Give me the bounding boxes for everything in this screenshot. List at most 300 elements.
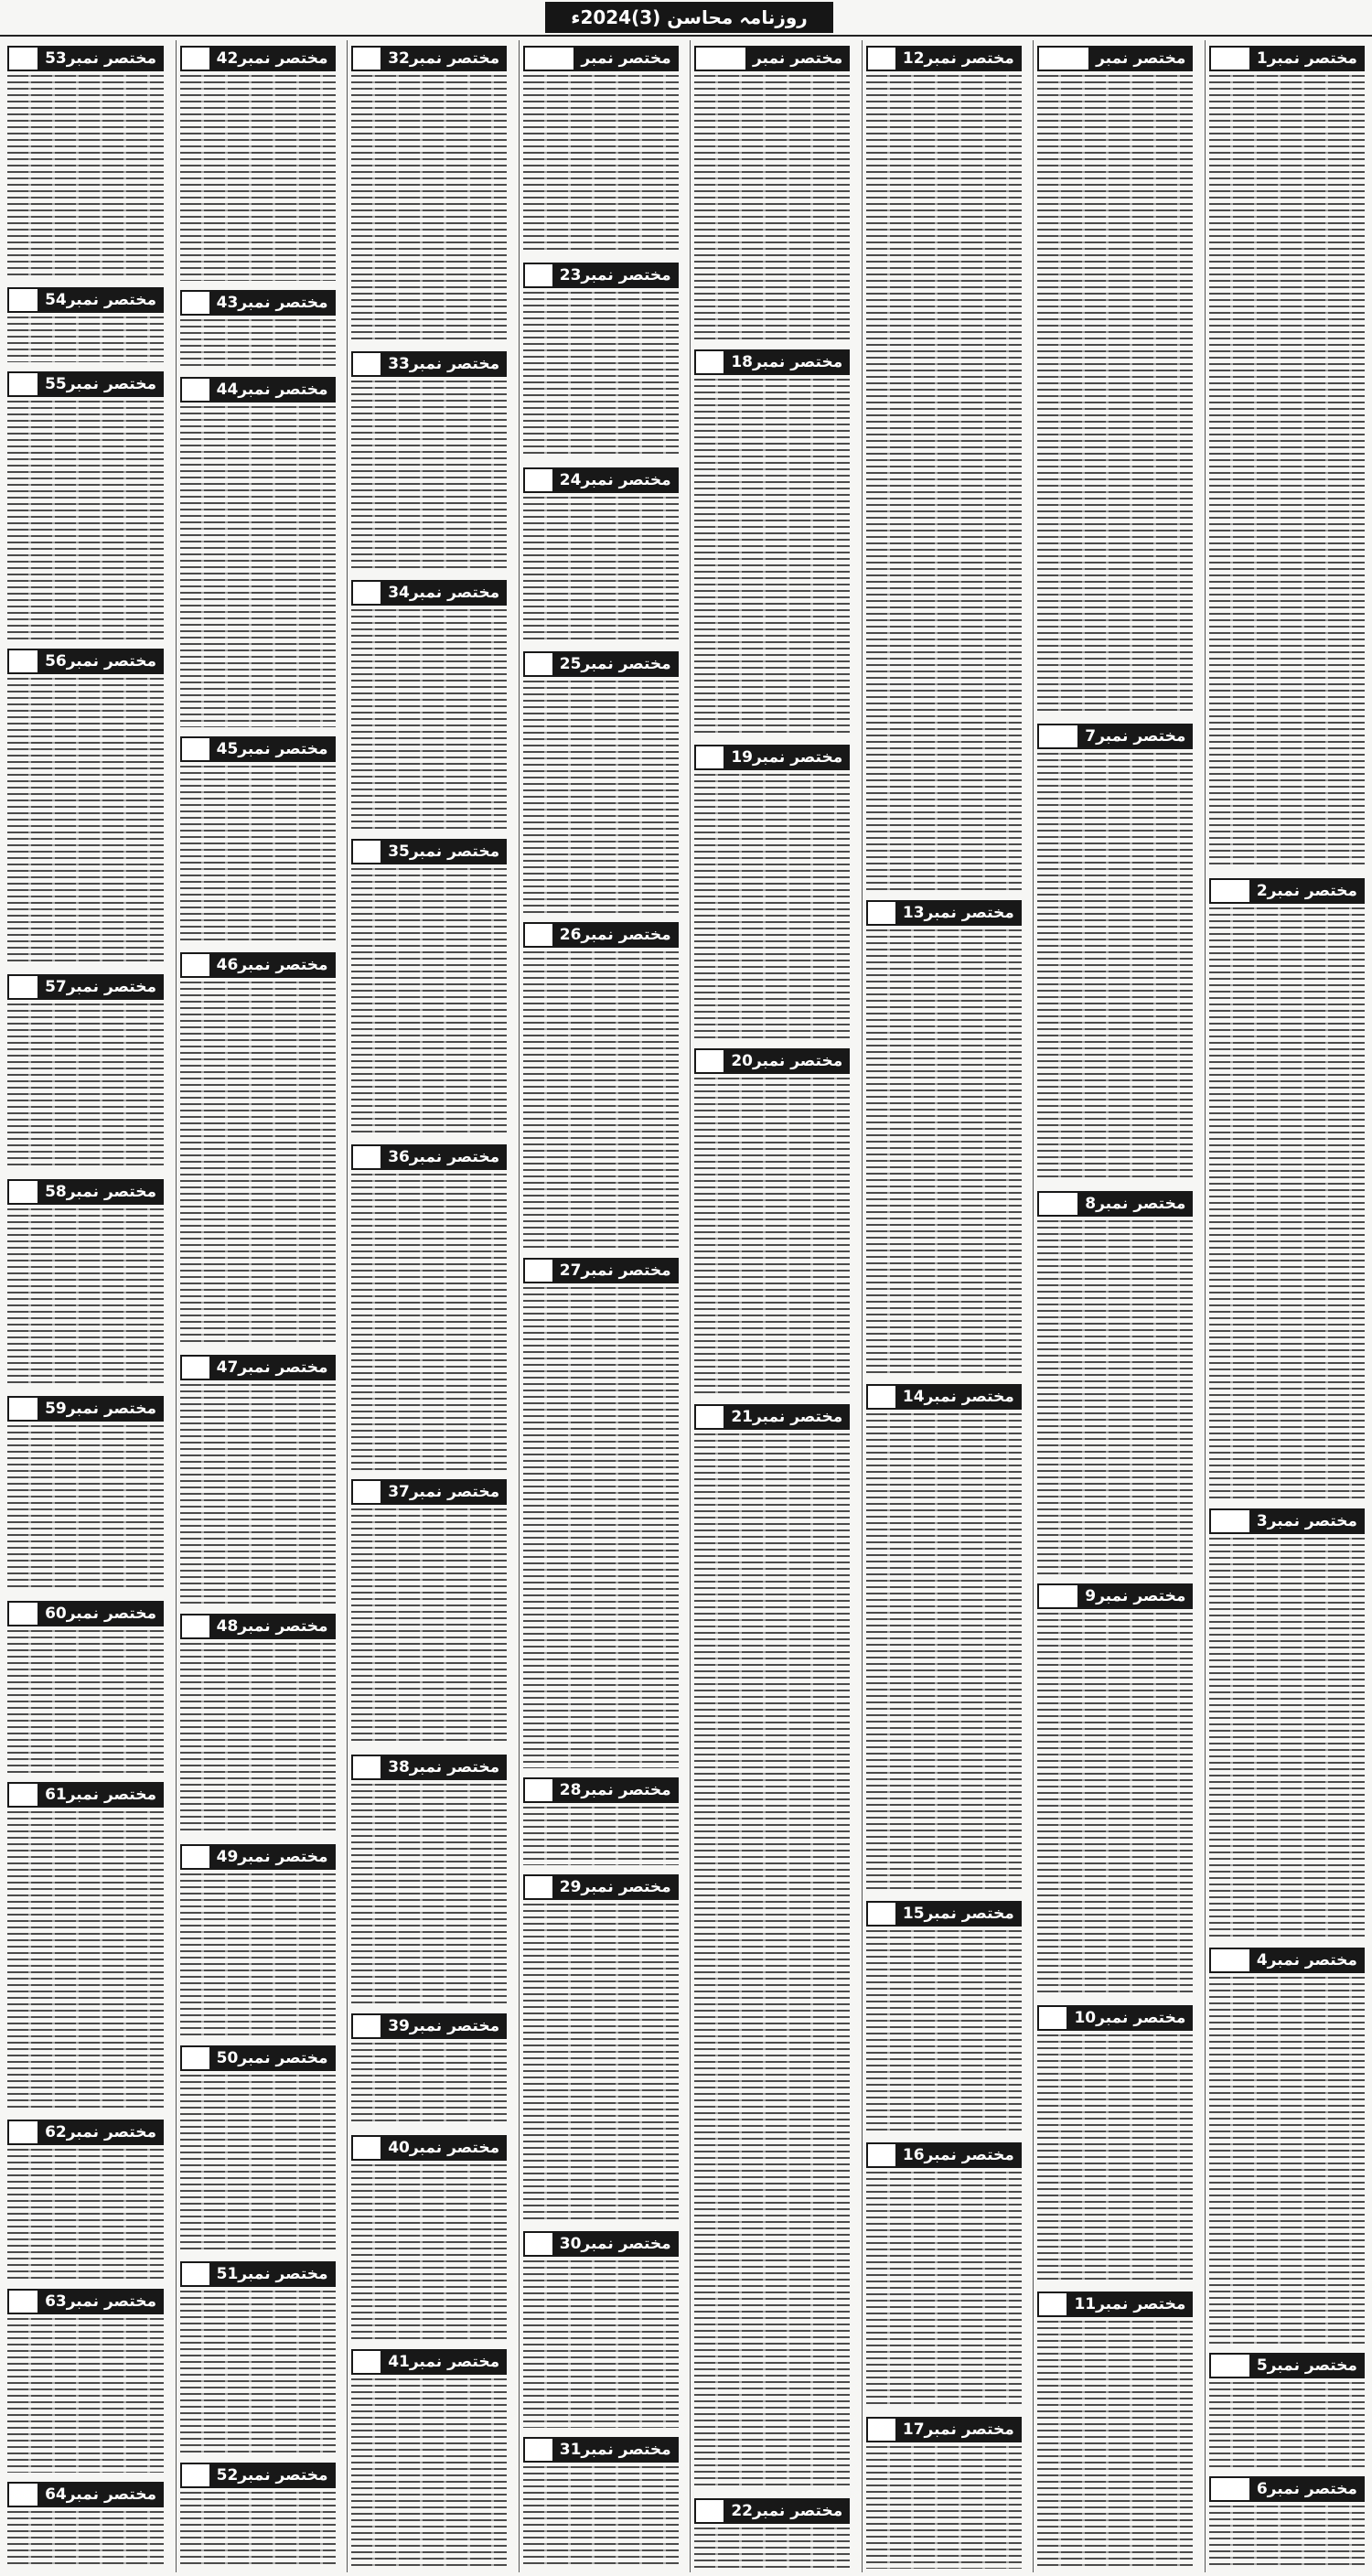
article xyxy=(863,1895,1025,2137)
article xyxy=(177,284,339,370)
article-body-text xyxy=(351,1784,507,2004)
article-heading xyxy=(351,2349,507,2375)
article-number-label: مختصر نمبر2 xyxy=(1249,878,1365,904)
article-number-label: مختصر نمبر11 xyxy=(1067,2292,1193,2317)
article xyxy=(520,1252,682,1772)
heading-rule xyxy=(7,974,38,1000)
article-body-text xyxy=(351,1174,507,1471)
article-number-label: مختصر نمبر31 xyxy=(552,2437,679,2463)
article-body-text xyxy=(523,681,679,913)
article xyxy=(691,1043,853,1399)
heading-rule xyxy=(1209,2476,1249,2502)
article-number-label: مختصر نمبر34 xyxy=(381,580,507,606)
article-heading xyxy=(7,46,164,71)
article-heading xyxy=(523,922,679,948)
article-number-label: مختصر نمبر17 xyxy=(895,2417,1022,2442)
heading-rule xyxy=(523,46,574,71)
article-number-label: مختصر نمبر54 xyxy=(38,287,164,313)
article-body-text xyxy=(1209,907,1365,1499)
masthead-title: روزنامہ محاسن (3)2024ء xyxy=(545,2,833,33)
article-number-label: مختصر نمبر20 xyxy=(724,1048,850,1074)
article-number-label: مختصر نمبر10 xyxy=(1067,2005,1193,2031)
article xyxy=(520,646,682,917)
article-heading xyxy=(7,649,164,674)
article-heading xyxy=(523,651,679,677)
article-number-label: مختصر نمبر28 xyxy=(552,1777,679,1803)
heading-rule xyxy=(523,467,552,493)
heading-rule xyxy=(180,2463,209,2488)
article-heading xyxy=(523,46,679,71)
article-number-label: مختصر نمبر29 xyxy=(552,1874,679,1900)
article xyxy=(4,40,167,282)
article-heading xyxy=(7,287,164,313)
heading-rule xyxy=(694,46,745,71)
article-heading xyxy=(1209,1948,1365,1973)
article-number-label: مختصر نمبر38 xyxy=(381,1755,507,1780)
article-number-label: مختصر نمبر24 xyxy=(552,467,679,493)
article-heading xyxy=(1209,2476,1365,2502)
article-number-label: مختصر نمبر25 xyxy=(552,651,679,677)
heading-rule xyxy=(180,46,209,71)
article-body-text xyxy=(694,75,850,340)
article-heading xyxy=(523,1777,679,1803)
heading-rule xyxy=(694,1404,724,1430)
article-body-text xyxy=(180,766,336,943)
article xyxy=(520,462,682,646)
heading-rule xyxy=(351,839,381,864)
article xyxy=(520,2226,682,2431)
article-heading xyxy=(7,1782,164,1808)
heading-rule xyxy=(7,1179,38,1205)
heading-rule xyxy=(523,651,552,677)
article-body-text xyxy=(180,75,336,281)
article-body-text xyxy=(1209,75,1365,869)
article xyxy=(1206,40,1368,873)
heading-rule xyxy=(1209,1948,1249,1973)
article-body-text xyxy=(694,379,850,736)
article-body-text xyxy=(866,929,1022,1375)
article xyxy=(348,1749,510,2008)
article xyxy=(520,917,682,1252)
article xyxy=(1034,1578,1196,2000)
article-number-label: مختصر نمبر40 xyxy=(381,2135,507,2161)
article-heading xyxy=(694,1404,850,1430)
heading-rule xyxy=(180,1614,209,1639)
heading-rule xyxy=(1209,878,1249,904)
article-number-label: مختصر نمبر27 xyxy=(552,1258,679,1283)
article-body-text xyxy=(7,2318,164,2473)
column-4 xyxy=(690,40,853,2572)
article-heading xyxy=(866,1384,1022,1410)
column-7 xyxy=(176,40,339,2572)
heading-rule xyxy=(1037,2005,1067,2031)
article-heading xyxy=(180,736,336,762)
article-body-text xyxy=(523,1287,679,1768)
article xyxy=(348,2344,510,2572)
article-number-label: مختصر نمبر30 xyxy=(552,2231,679,2257)
heading-rule xyxy=(523,1874,552,1900)
article-heading xyxy=(180,290,336,316)
article-number-label: مختصر نمبر21 xyxy=(724,1404,850,1430)
article-number-label: مختصر نمبر36 xyxy=(381,1144,507,1170)
article-number-label: مختصر نمبر39 xyxy=(381,2013,507,2039)
article-heading xyxy=(866,900,1022,926)
article-body-text xyxy=(1037,1613,1193,1996)
article-body-text xyxy=(523,292,679,459)
heading-rule xyxy=(180,1844,209,1870)
article-body-text xyxy=(7,75,164,278)
heading-rule xyxy=(694,2498,724,2524)
article-heading xyxy=(7,2120,164,2145)
article xyxy=(691,2493,853,2572)
article-heading xyxy=(523,2231,679,2257)
article-body-text xyxy=(351,1508,507,1744)
article-number-label: مختصر نمبر32 xyxy=(381,46,507,71)
heading-rule xyxy=(7,2120,38,2145)
article-body-text xyxy=(7,401,164,639)
article-body-text xyxy=(866,2446,1022,2569)
article-heading xyxy=(1037,1583,1193,1609)
article-number-label: مختصر نمبر1 xyxy=(1249,46,1365,71)
article xyxy=(4,1174,167,1390)
heading-rule xyxy=(523,2231,552,2257)
column-3 xyxy=(862,40,1025,2572)
article-heading xyxy=(180,46,336,71)
article-body-text xyxy=(7,1811,164,2110)
article-number-label: مختصر نمبر49 xyxy=(209,1844,336,1870)
article-number-label: مختصر نمبر60 xyxy=(38,1601,164,1626)
article-body-text xyxy=(7,2149,164,2280)
article xyxy=(1206,1503,1368,1942)
heading-rule xyxy=(180,1355,209,1380)
heading-rule xyxy=(694,1048,724,1074)
article-number-label: مختصر نمبر45 xyxy=(209,736,336,762)
article-number-label: مختصر نمبر64 xyxy=(38,2482,164,2507)
heading-rule xyxy=(1037,1191,1077,1217)
heading-rule xyxy=(7,46,38,71)
article-body-text xyxy=(1209,1977,1365,2344)
heading-rule xyxy=(1037,1583,1077,1609)
article xyxy=(4,1390,167,1595)
article-body-text xyxy=(1037,753,1193,1182)
article-body-text xyxy=(523,951,679,1249)
article-body-text xyxy=(866,1413,1022,1891)
article-number-label: مختصر نمبر xyxy=(745,46,850,71)
article-body-text xyxy=(351,609,507,830)
article-heading xyxy=(351,580,507,606)
article-number-label: مختصر نمبر xyxy=(573,46,678,71)
heading-rule xyxy=(180,290,209,316)
article xyxy=(1206,873,1368,1503)
article-body-text xyxy=(7,2511,164,2569)
heading-rule xyxy=(523,922,552,948)
article-body-text xyxy=(7,317,164,362)
heading-rule xyxy=(351,1144,381,1170)
article-number-label: مختصر نمبر4 xyxy=(1249,1948,1365,1973)
article xyxy=(177,371,339,731)
article-heading xyxy=(523,1874,679,1900)
article-number-label: مختصر نمبر47 xyxy=(209,1355,336,1380)
article-heading xyxy=(866,2142,1022,2168)
column-2 xyxy=(1033,40,1196,2572)
article xyxy=(1206,1942,1368,2347)
article-number-label: مختصر نمبر13 xyxy=(895,900,1022,926)
article-heading xyxy=(694,46,850,71)
article-number-label: مختصر نمبر46 xyxy=(209,952,336,978)
article-heading xyxy=(180,2463,336,2488)
article xyxy=(520,1772,682,1869)
article-number-label: مختصر نمبر7 xyxy=(1077,724,1193,749)
article-heading xyxy=(694,349,850,375)
article-body-text xyxy=(1037,75,1193,714)
heading-rule xyxy=(866,46,895,71)
article xyxy=(4,643,167,969)
article-heading xyxy=(351,2135,507,2161)
article-number-label: مختصر نمبر42 xyxy=(209,46,336,71)
article-heading xyxy=(523,2437,679,2463)
article xyxy=(1034,40,1196,718)
article xyxy=(1034,718,1196,1186)
article xyxy=(691,739,853,1043)
article-body-text xyxy=(351,381,507,571)
article-heading xyxy=(351,46,507,71)
masthead-rule xyxy=(0,35,1372,37)
article-number-label: مختصر نمبر xyxy=(1088,46,1193,71)
heading-rule xyxy=(7,1601,38,1626)
article-body-text xyxy=(351,2164,507,2339)
article xyxy=(177,2256,339,2457)
masthead xyxy=(0,0,1372,37)
article-heading xyxy=(351,1755,507,1780)
article xyxy=(177,1608,339,1839)
heading-rule xyxy=(7,1782,38,1808)
article-body-text xyxy=(180,406,336,727)
article-body-text xyxy=(866,75,1022,891)
article-heading xyxy=(7,2482,164,2507)
column-6 xyxy=(347,40,510,2572)
article xyxy=(348,40,510,346)
heading-rule xyxy=(7,2482,38,2507)
article-heading xyxy=(180,377,336,402)
article-heading xyxy=(866,46,1022,71)
heading-rule xyxy=(7,287,38,313)
article-body-text xyxy=(180,2291,336,2453)
article xyxy=(348,574,510,833)
article-body-text xyxy=(1209,2382,1365,2467)
article-number-label: مختصر نمبر48 xyxy=(209,1614,336,1639)
heading-rule xyxy=(180,2045,209,2071)
article xyxy=(348,833,510,1139)
article-number-label: مختصر نمبر6 xyxy=(1249,2476,1365,2502)
column-8 xyxy=(4,40,167,2572)
article-heading xyxy=(180,952,336,978)
article-heading xyxy=(7,1396,164,1422)
article-body-text xyxy=(180,1384,336,1605)
article-number-label: مختصر نمبر61 xyxy=(38,1782,164,1808)
heading-rule xyxy=(7,2289,38,2314)
heading-rule xyxy=(866,1384,895,1410)
heading-rule xyxy=(694,745,724,770)
heading-rule xyxy=(1209,1508,1249,1534)
article-body-text xyxy=(1209,1538,1365,1938)
article-heading xyxy=(351,351,507,377)
article-number-label: مختصر نمبر35 xyxy=(381,839,507,864)
article-heading xyxy=(351,2013,507,2039)
article-body-text xyxy=(180,319,336,367)
heading-rule xyxy=(523,263,552,288)
article-heading xyxy=(523,467,679,493)
article xyxy=(691,1399,853,2494)
article-body-text xyxy=(694,774,850,1039)
article xyxy=(863,2137,1025,2411)
heading-rule xyxy=(866,900,895,926)
heading-rule xyxy=(523,1258,552,1283)
article-heading xyxy=(523,263,679,288)
article-heading xyxy=(180,2045,336,2071)
heading-rule xyxy=(1209,46,1249,71)
article xyxy=(348,2008,510,2130)
article xyxy=(4,2476,167,2572)
page-columns xyxy=(0,40,1372,2572)
article-number-label: مختصر نمبر58 xyxy=(38,1179,164,1205)
article-body-text xyxy=(180,2075,336,2252)
heading-rule xyxy=(523,1777,552,1803)
article xyxy=(1034,2286,1196,2572)
article-body-text xyxy=(351,868,507,1135)
article xyxy=(4,969,167,1174)
article-number-label: مختصر نمبر59 xyxy=(38,1396,164,1422)
article-number-label: مختصر نمبر37 xyxy=(381,1479,507,1505)
article-body-text xyxy=(694,1078,850,1395)
article xyxy=(348,1474,510,1748)
article-heading xyxy=(1037,1191,1193,1217)
article-heading xyxy=(1037,2292,1193,2317)
heading-rule xyxy=(866,1901,895,1927)
heading-rule xyxy=(351,46,381,71)
article xyxy=(1206,2347,1368,2471)
article-body-text xyxy=(180,1873,336,2036)
article-number-label: مختصر نمبر43 xyxy=(209,290,336,316)
heading-rule xyxy=(351,2349,381,2375)
article xyxy=(177,1349,339,1608)
heading-rule xyxy=(180,377,209,402)
heading-rule xyxy=(1037,2292,1067,2317)
article-number-label: مختصر نمبر51 xyxy=(209,2261,336,2287)
article-body-text xyxy=(694,2528,850,2569)
article-heading xyxy=(866,1901,1022,1927)
article-number-label: مختصر نمبر57 xyxy=(38,974,164,1000)
article-body-text xyxy=(7,678,164,965)
article xyxy=(177,731,339,947)
article xyxy=(1034,2000,1196,2286)
article-number-label: مختصر نمبر26 xyxy=(552,922,679,948)
article-heading xyxy=(180,1355,336,1380)
article-heading xyxy=(7,1601,164,1626)
heading-rule xyxy=(1209,2353,1249,2378)
article xyxy=(4,366,167,643)
article xyxy=(4,2114,167,2283)
article-heading xyxy=(180,1844,336,1870)
article xyxy=(177,1839,339,2040)
article-number-label: مختصر نمبر9 xyxy=(1077,1583,1193,1609)
heading-rule xyxy=(351,2135,381,2161)
article-body-text xyxy=(1209,2506,1365,2569)
article-heading xyxy=(351,1144,507,1170)
article-body-text xyxy=(694,1433,850,2490)
article xyxy=(863,40,1025,895)
article-body-text xyxy=(866,1930,1022,2133)
article-number-label: مختصر نمبر15 xyxy=(895,1901,1022,1927)
article-body-text xyxy=(1037,2321,1193,2569)
article-heading xyxy=(180,1614,336,1639)
article-number-label: مختصر نمبر53 xyxy=(38,46,164,71)
article-heading xyxy=(694,1048,850,1074)
article-heading xyxy=(1209,1508,1365,1534)
article-number-label: مختصر نمبر12 xyxy=(895,46,1022,71)
article-number-label: مختصر نمبر52 xyxy=(209,2463,336,2488)
heading-rule xyxy=(180,2261,209,2287)
article-heading xyxy=(7,2289,164,2314)
article-heading xyxy=(351,1479,507,1505)
article xyxy=(863,1379,1025,1894)
heading-rule xyxy=(180,952,209,978)
article xyxy=(4,2283,167,2476)
heading-rule xyxy=(866,2142,895,2168)
article xyxy=(4,1595,167,1776)
article-heading xyxy=(1209,2353,1365,2378)
article-body-text xyxy=(866,2172,1022,2408)
article-number-label: مختصر نمبر3 xyxy=(1249,1508,1365,1534)
heading-rule xyxy=(351,1755,381,1780)
article-heading xyxy=(7,974,164,1000)
article-heading xyxy=(1037,2005,1193,2031)
article-number-label: مختصر نمبر8 xyxy=(1077,1191,1193,1217)
article xyxy=(1034,1186,1196,1577)
heading-rule xyxy=(180,736,209,762)
heading-rule xyxy=(7,1396,38,1422)
article-number-label: مختصر نمبر63 xyxy=(38,2289,164,2314)
article xyxy=(520,40,682,257)
article xyxy=(177,2040,339,2256)
article xyxy=(4,1776,167,2114)
article xyxy=(520,1869,682,2226)
article-body-text xyxy=(180,1643,336,1835)
article-body-text xyxy=(7,1425,164,1592)
article-number-label: مختصر نمبر41 xyxy=(381,2349,507,2375)
article-body-text xyxy=(351,2043,507,2126)
article-heading xyxy=(7,371,164,397)
article-number-label: مختصر نمبر62 xyxy=(38,2120,164,2145)
article-heading xyxy=(1037,46,1193,71)
heading-rule xyxy=(694,349,724,375)
article xyxy=(863,2411,1025,2572)
article-body-text xyxy=(7,1004,164,1170)
article-body-text xyxy=(523,1904,679,2222)
heading-rule xyxy=(351,2013,381,2039)
article-body-text xyxy=(523,497,679,642)
article-number-label: مختصر نمبر23 xyxy=(552,263,679,288)
heading-rule xyxy=(866,2417,895,2442)
article-number-label: مختصر نمبر50 xyxy=(209,2045,336,2071)
article-body-text xyxy=(523,1807,679,1865)
article-number-label: مختصر نمبر55 xyxy=(38,371,164,397)
article-body-text xyxy=(1037,2034,1193,2282)
article-heading xyxy=(351,839,507,864)
article-body-text xyxy=(180,982,336,1346)
heading-rule xyxy=(1037,46,1088,71)
article-number-label: مختصر نمبر22 xyxy=(724,2498,850,2524)
article-body-text xyxy=(351,75,507,342)
